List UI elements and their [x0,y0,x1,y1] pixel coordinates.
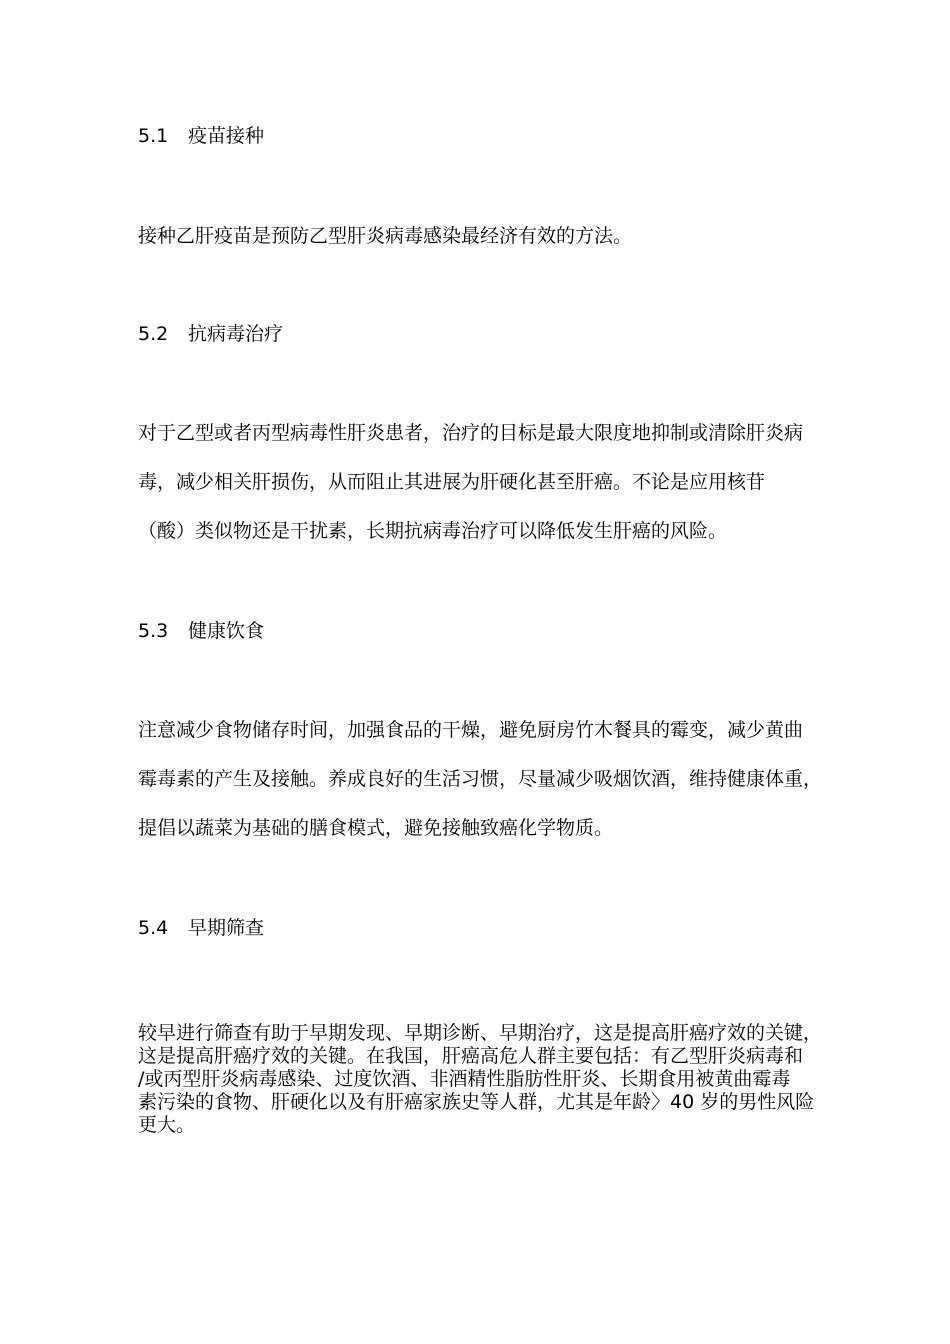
section-body-5-1 [138,224,828,273]
paragraph-line: 霉毒素的产生及接触。养成良好的生活习惯，尽量减少吸烟饮酒，维持健康体重， [138,768,823,790]
section-number: 5.4 [138,917,169,939]
section-heading-5-4 [138,916,264,940]
section-title: 早期筛查 [188,917,265,939]
section-heading-5-1 [138,124,264,148]
section-title: 疫苗接种 [188,125,265,147]
paragraph-line: 接种乙肝疫苗是预防乙型肝炎病毒感染最经济有效的方法。 [138,225,633,247]
paragraph-line: 这是提高肝癌疗效的关键。在我国，肝癌高危人群主要包括：有乙型肝炎病毒和 [138,1045,804,1067]
section-heading-5-3 [138,619,264,643]
section-number: 5.2 [138,323,169,345]
section-number: 5.3 [138,620,169,642]
section-title: 健康饮食 [188,620,265,642]
paragraph-line: 提倡以蔬菜为基础的膳食模式，避免接触致癌化学物质。 [138,817,614,839]
paragraph-line: 较早进行筛查有助于早期发现、早期诊断、早期治疗，这是提高肝癌疗效的关键， [138,1022,823,1044]
paragraph-line: （酸）类似物还是干扰素，长期抗病毒治疗可以降低发生肝癌的风险。 [138,520,728,542]
section-body-5-4 [138,1022,828,1137]
section-number: 5.1 [138,125,169,147]
section-title: 抗病毒治疗 [188,323,284,345]
paragraph-line: 更大。 [138,1114,196,1136]
section-body-5-2 [138,421,828,568]
paragraph-line: 毒，减少相关肝损伤，从而阻止其进展为肝硬化甚至肝癌。不论是应用核苷 [138,471,766,493]
section-heading-5-2 [138,322,283,346]
paragraph-line: 注意减少食物储存时间，加强食品的干燥，避免厨房竹木餐具的霉变，减少黄曲 [138,719,804,741]
paragraph-line: 素污染的食物、肝硬化以及有肝癌家族史等人群，尤其是年龄〉40 岁的男性风险 [138,1091,815,1113]
paragraph-line: 对于乙型或者丙型病毒性肝炎患者，治疗的目标是最大限度地抑制或清除肝炎病 [138,422,804,444]
paragraph-line: /或丙型肝炎病毒感染、过度饮酒、非酒精性脂肪性肝炎、长期食用被黄曲霉毒 [138,1068,791,1090]
section-body-5-3 [138,718,828,865]
